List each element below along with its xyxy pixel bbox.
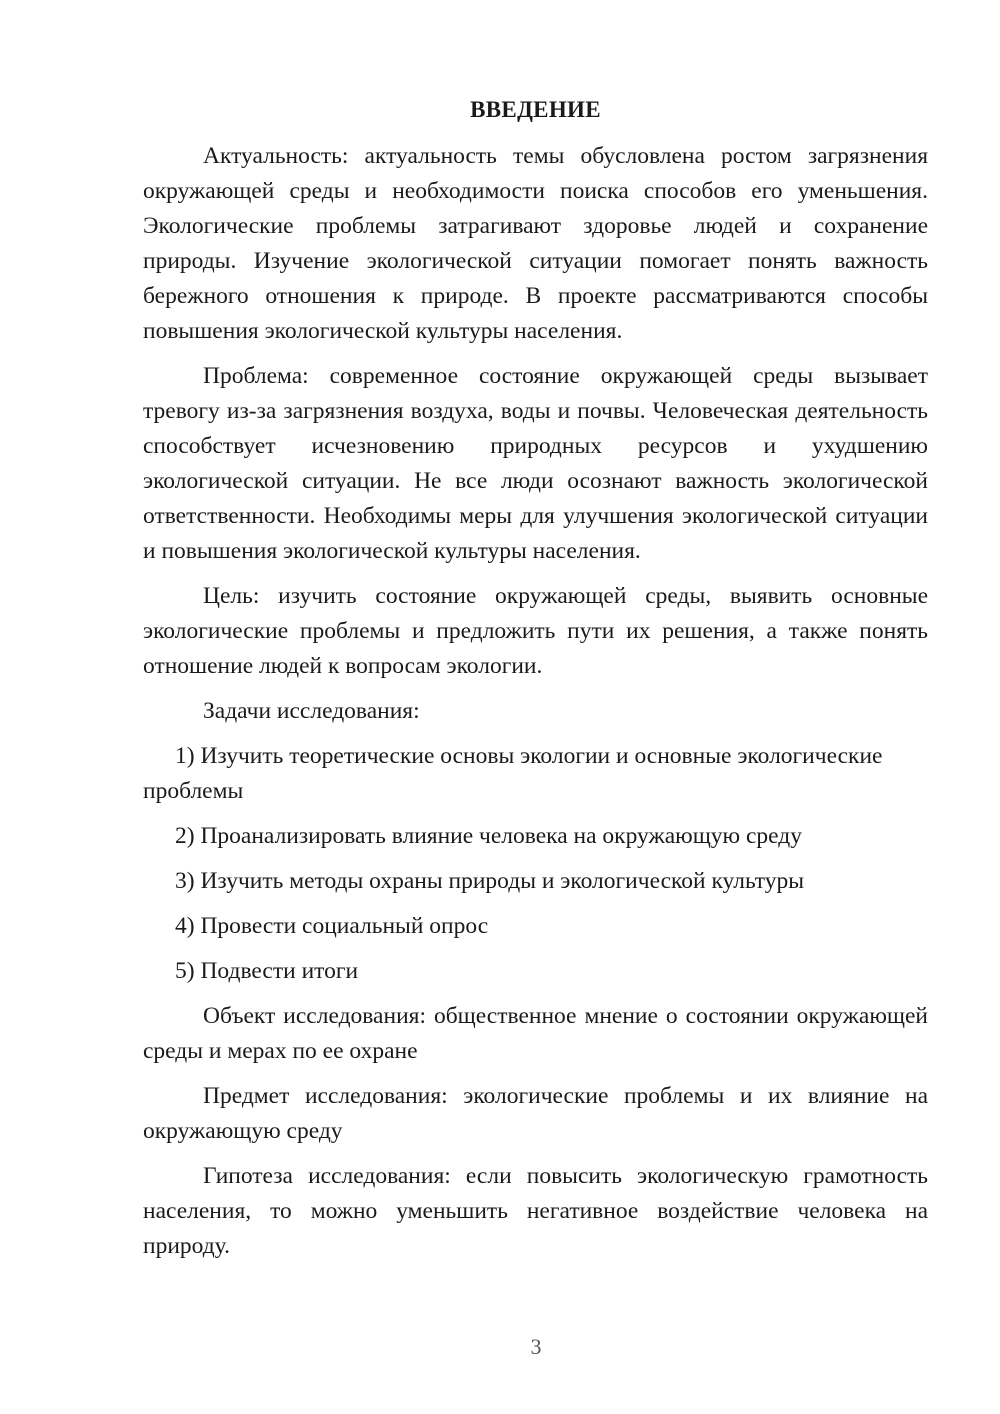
paragraph-relevance: Актуальность: актуальность темы обусловлена ростом загрязнения окружающей среды и необходимости поиска способов его уменьшения. Экологические проблемы затрагивают здоровье людей и сохранение природы. Изучение экологической ситуации помогает понять важность бережного отношения к природе. В проекте рассматриваются способы повышения экологической культуры населения. <box>143 143 928 344</box>
task-item: 1) Изучить теоретические основы экологии и основные экологические проблемы <box>143 743 883 804</box>
page-number: 3 <box>530 1334 542 1359</box>
task-item: 5) Подвести итоги <box>175 958 359 984</box>
page-content <box>143 92 928 1274</box>
paragraph-object: Объект исследования: общественное мнение о состоянии окружающей среды и мерах по ее охране <box>143 1003 928 1064</box>
task-item: 3) Изучить методы охраны природы и экологической культуры <box>175 868 805 894</box>
paragraph-goal: Цель: изучить состояние окружающей среды, выявить основные экологические проблемы и предложить пути их решения, а также понять отношение людей к вопросам экологии. <box>143 583 928 679</box>
task-item: 2) Проанализировать влияние человека на окружающую среду <box>175 823 802 849</box>
paragraph-hypothesis: Гипотеза исследования: если повысить экологическую грамотность населения, то можно уменьшить негативное воздействие человека на природу. <box>143 1163 928 1259</box>
paragraph-subject: Предмет исследования: экологические проблемы и их влияние на окружающую среду <box>143 1083 928 1144</box>
page-title: ВВЕДЕНИЕ <box>470 97 601 122</box>
paragraph-problem: Проблема: современное состояние окружающей среды вызывает тревогу из-за загрязнения воздуха, воды и почвы. Человеческая деятельность способствует исчезновению природных ресурсов и ухудшению экологической ситуации. Не все люди осознают важность экологической ответственности. Необходимы меры для улучшения экологической ситуации и повышения экологической культуры населения. <box>143 363 928 564</box>
task-item: 4) Провести социальный опрос <box>175 913 489 939</box>
tasks-heading: Задачи исследования: <box>203 698 420 724</box>
